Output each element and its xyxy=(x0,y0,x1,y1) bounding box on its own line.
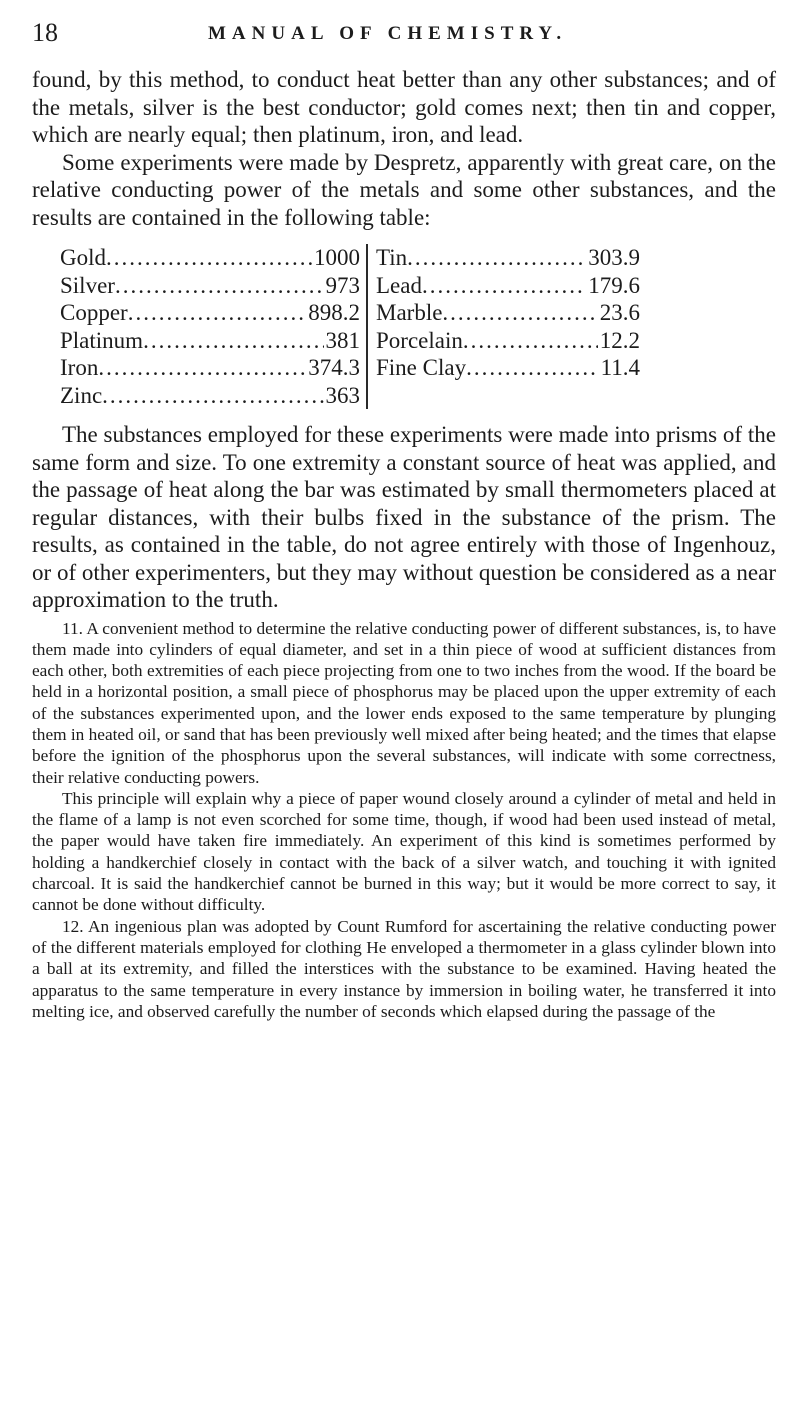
conductivity-value: 898.2 xyxy=(308,300,360,325)
table-column-right xyxy=(366,244,646,409)
table-row xyxy=(376,299,646,327)
substance-name: Gold xyxy=(60,245,106,270)
conductivity-value: 12.2 xyxy=(599,327,640,353)
dot-leader xyxy=(102,382,323,410)
page-number: 18 xyxy=(32,18,58,47)
table-row xyxy=(60,327,366,355)
conductivity-value: 179.6 xyxy=(588,272,640,298)
dot-leader xyxy=(106,244,312,272)
substance-name: Silver xyxy=(60,272,115,298)
substance-name: Marble xyxy=(376,300,443,325)
substance-name: Zinc xyxy=(60,382,103,408)
conductivity-value: 374.3 xyxy=(308,355,360,380)
paragraph-prisms: The substances employed for these experiments were made into prisms of the same form and size. To one extremity a constant source of heat was applied, and the passage of heat along the bar was estimated by small thermometers placed at regular distances, with their bulbs fixed in the substance of the prism. The results, as contained in the table, do not agree entirely with those of Ingenhouz, or of other experimenters, but they may without question be considered as a near approximation to the truth. xyxy=(32,422,776,612)
running-head xyxy=(32,18,776,66)
dot-leader xyxy=(115,272,324,300)
substance-name: Fine Clay xyxy=(376,355,467,380)
table-row xyxy=(376,272,646,300)
conductivity-value: 303.9 xyxy=(588,245,640,270)
table-row xyxy=(60,299,366,327)
dot-leader xyxy=(466,354,599,382)
table-row xyxy=(60,272,366,300)
table-column-left xyxy=(60,244,366,409)
conductivity-value: 23.6 xyxy=(599,300,640,325)
conductivity-value: 973 xyxy=(325,272,360,298)
section-11-continued: This principle will explain why a piece of paper wound closely around a cylinder of metal and held in the flame of a lamp is not even scorched for some time, though, if wood had been used instead of metal, the paper would have taken fire immediately. An experiment of this kind is sometimes performed by holding a handkerchief closely in contact with the back of a silver watch, and touching it with ignited charcoal. It is said the handkerchief cannot be burned in this way; but it would be more correct to say, it cannot be done without difficulty. xyxy=(32,788,776,915)
substance-name: Porcelain xyxy=(376,327,463,353)
dot-leader xyxy=(422,272,586,300)
table-row xyxy=(376,244,646,272)
substance-name: Platinum xyxy=(60,327,144,353)
main-text xyxy=(32,66,776,231)
dot-leader xyxy=(407,244,586,272)
table-row xyxy=(376,354,646,382)
dot-leader xyxy=(463,327,598,355)
book-page xyxy=(32,18,776,1022)
running-title: MANUAL OF CHEMISTRY. xyxy=(208,23,568,44)
substance-name: Tin xyxy=(376,245,408,270)
conductivity-value: 363 xyxy=(325,382,360,408)
section-11: 11. A convenient method to determine the relative conducting power of different substances, is, to have them made into cylinders of equal diameter, and set in a thin piece of wood at sufficient distances from each other, both extremities of each piece projecting from one to two inches from the wood. If the board be held in a horizontal position, a small piece of phosphorus may be placed upon the upper extremity of each of the substances experimented upon, and the lower ends exposed to the same temperature by plunging them in heated oil, or sand that has been previously well mixed after being heated; and the times that elapse before the ignition of the phosphorus upon the several substances, will indicate with some correctness, their relative conducting powers. xyxy=(32,618,776,787)
substance-name: Copper xyxy=(60,300,128,325)
conductivity-value: 381 xyxy=(325,327,360,353)
paragraph-intro: found, by this method, to conduct heat better than any other substances; and of the metals, silver is the best conductor; gold comes next; then tin and copper, which are nearly equal; then platinum, iron, and lead. xyxy=(32,67,776,147)
dot-leader xyxy=(98,354,306,382)
substance-name: Lead xyxy=(376,272,422,298)
table-row xyxy=(60,244,366,272)
dot-leader xyxy=(128,299,307,327)
conductivity-value: 1000 xyxy=(314,245,360,270)
main-text-continued xyxy=(32,421,776,614)
conductivity-value: 11.4 xyxy=(600,355,640,380)
paragraph-despretz: Some experiments were made by Despretz, apparently with great care, on the relative conducting power of the metals and some other substances, and the results are contained in the following table: xyxy=(32,149,776,230)
table-row xyxy=(60,354,366,382)
dot-leader xyxy=(143,327,323,355)
section-12: 12. An ingenious plan was adopted by Count Rumford for ascertaining the relative conducting power of the different materials employed for clothing He enveloped a thermometer in a glass cylinder blown into a ball at its extremity, and filled the interstices with the substance to be examined. Having heated the apparatus to the same temperature in every instance by immersion in boiling water, he transferred it into melting ice, and observed carefully the number of seconds which elapsed during the passage of the xyxy=(32,916,776,1021)
table-row xyxy=(60,382,366,410)
small-print-sections xyxy=(32,618,776,1023)
table-row xyxy=(376,327,646,355)
conductivity-table xyxy=(60,244,776,409)
dot-leader xyxy=(442,299,597,327)
substance-name: Iron xyxy=(60,355,99,380)
